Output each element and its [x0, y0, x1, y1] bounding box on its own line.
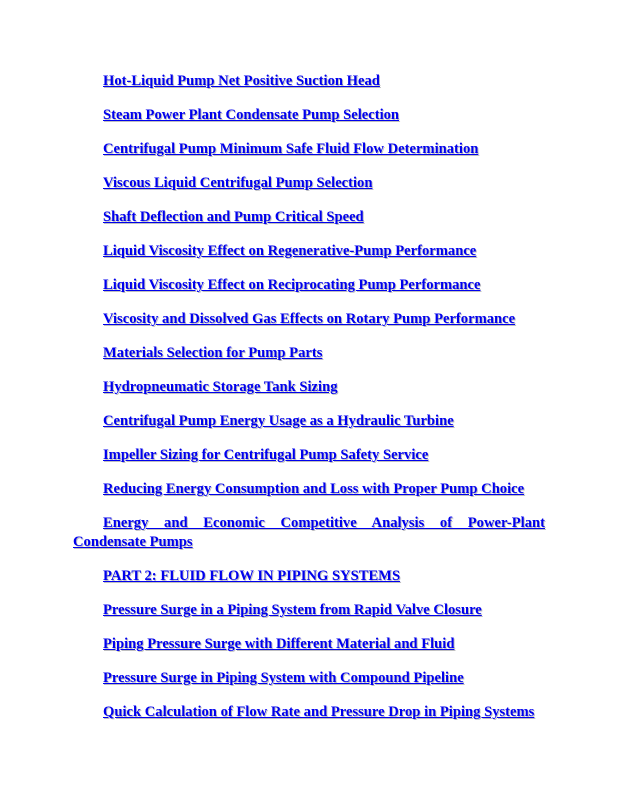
toc-link-minimum-safe-flow[interactable]: Centrifugal Pump Minimum Safe Fluid Flow Determination: [103, 141, 479, 157]
toc-entry: [73, 106, 545, 125]
toc-link-reciprocating-pump[interactable]: Liquid Viscosity Effect on Reciprocating Pump Performance: [103, 277, 481, 293]
toc-link-regenerative-pump[interactable]: Liquid Viscosity Effect on Regenerative-Pump Performance: [103, 243, 477, 259]
toc-entry: [73, 480, 545, 499]
toc-link-material-fluid-surge[interactable]: Piping Pressure Surge with Different Material and Fluid: [103, 636, 455, 652]
toc-entry: [73, 140, 545, 159]
toc-link-materials-selection[interactable]: Materials Selection for Pump Parts: [103, 345, 323, 361]
toc-link-rotary-pump[interactable]: Viscosity and Dissolved Gas Effects on Rotary Pump Performance: [103, 311, 516, 327]
toc-entry: [73, 514, 545, 552]
toc-link-compound-pipeline[interactable]: Pressure Surge in Piping System with Compound Pipeline: [103, 670, 464, 686]
toc-link-impeller-sizing[interactable]: Impeller Sizing for Centrifugal Pump Safety Service: [103, 447, 429, 463]
toc-entry: [73, 635, 545, 654]
toc-link-valve-closure-surge[interactable]: Pressure Surge in a Piping System from Rapid Valve Closure: [103, 602, 482, 618]
toc-entry: [73, 378, 545, 397]
toc-entry: [73, 174, 545, 193]
table-of-contents: [73, 72, 545, 737]
toc-link-hot-liquid-npsh[interactable]: Hot-Liquid Pump Net Positive Suction Head: [103, 73, 380, 89]
toc-entry: [73, 310, 545, 329]
toc-entry: [73, 669, 545, 688]
toc-entry: [73, 703, 545, 722]
toc-entry: [73, 242, 545, 261]
toc-link-shaft-deflection[interactable]: Shaft Deflection and Pump Critical Speed: [103, 209, 364, 225]
toc-entry: [73, 72, 545, 91]
toc-entry: [73, 276, 545, 295]
toc-entry: [73, 601, 545, 620]
toc-entry: [73, 446, 545, 465]
toc-entry: [73, 344, 545, 363]
toc-entry: [73, 208, 545, 227]
toc-link-flow-rate-pressure-drop[interactable]: Quick Calculation of Flow Rate and Pressure Drop in Piping Systems: [103, 704, 535, 720]
toc-link-part-2[interactable]: PART 2: FLUID FLOW IN PIPING SYSTEMS: [103, 568, 401, 584]
toc-entry: [73, 412, 545, 431]
toc-link-economic-analysis[interactable]: Energy and Economic Competitive Analysis of Power-Plant Condensate Pumps: [73, 515, 545, 550]
toc-link-condensate-pump-selection[interactable]: Steam Power Plant Condensate Pump Selection: [103, 107, 400, 123]
toc-link-reducing-energy[interactable]: Reducing Energy Consumption and Loss with Proper Pump Choice: [103, 481, 525, 497]
toc-link-hydraulic-turbine[interactable]: Centrifugal Pump Energy Usage as a Hydraulic Turbine: [103, 413, 454, 429]
toc-link-viscous-liquid-selection[interactable]: Viscous Liquid Centrifugal Pump Selection: [103, 175, 373, 191]
toc-link-hydropneumatic-tank[interactable]: Hydropneumatic Storage Tank Sizing: [103, 379, 338, 395]
toc-part-heading: [73, 567, 545, 586]
